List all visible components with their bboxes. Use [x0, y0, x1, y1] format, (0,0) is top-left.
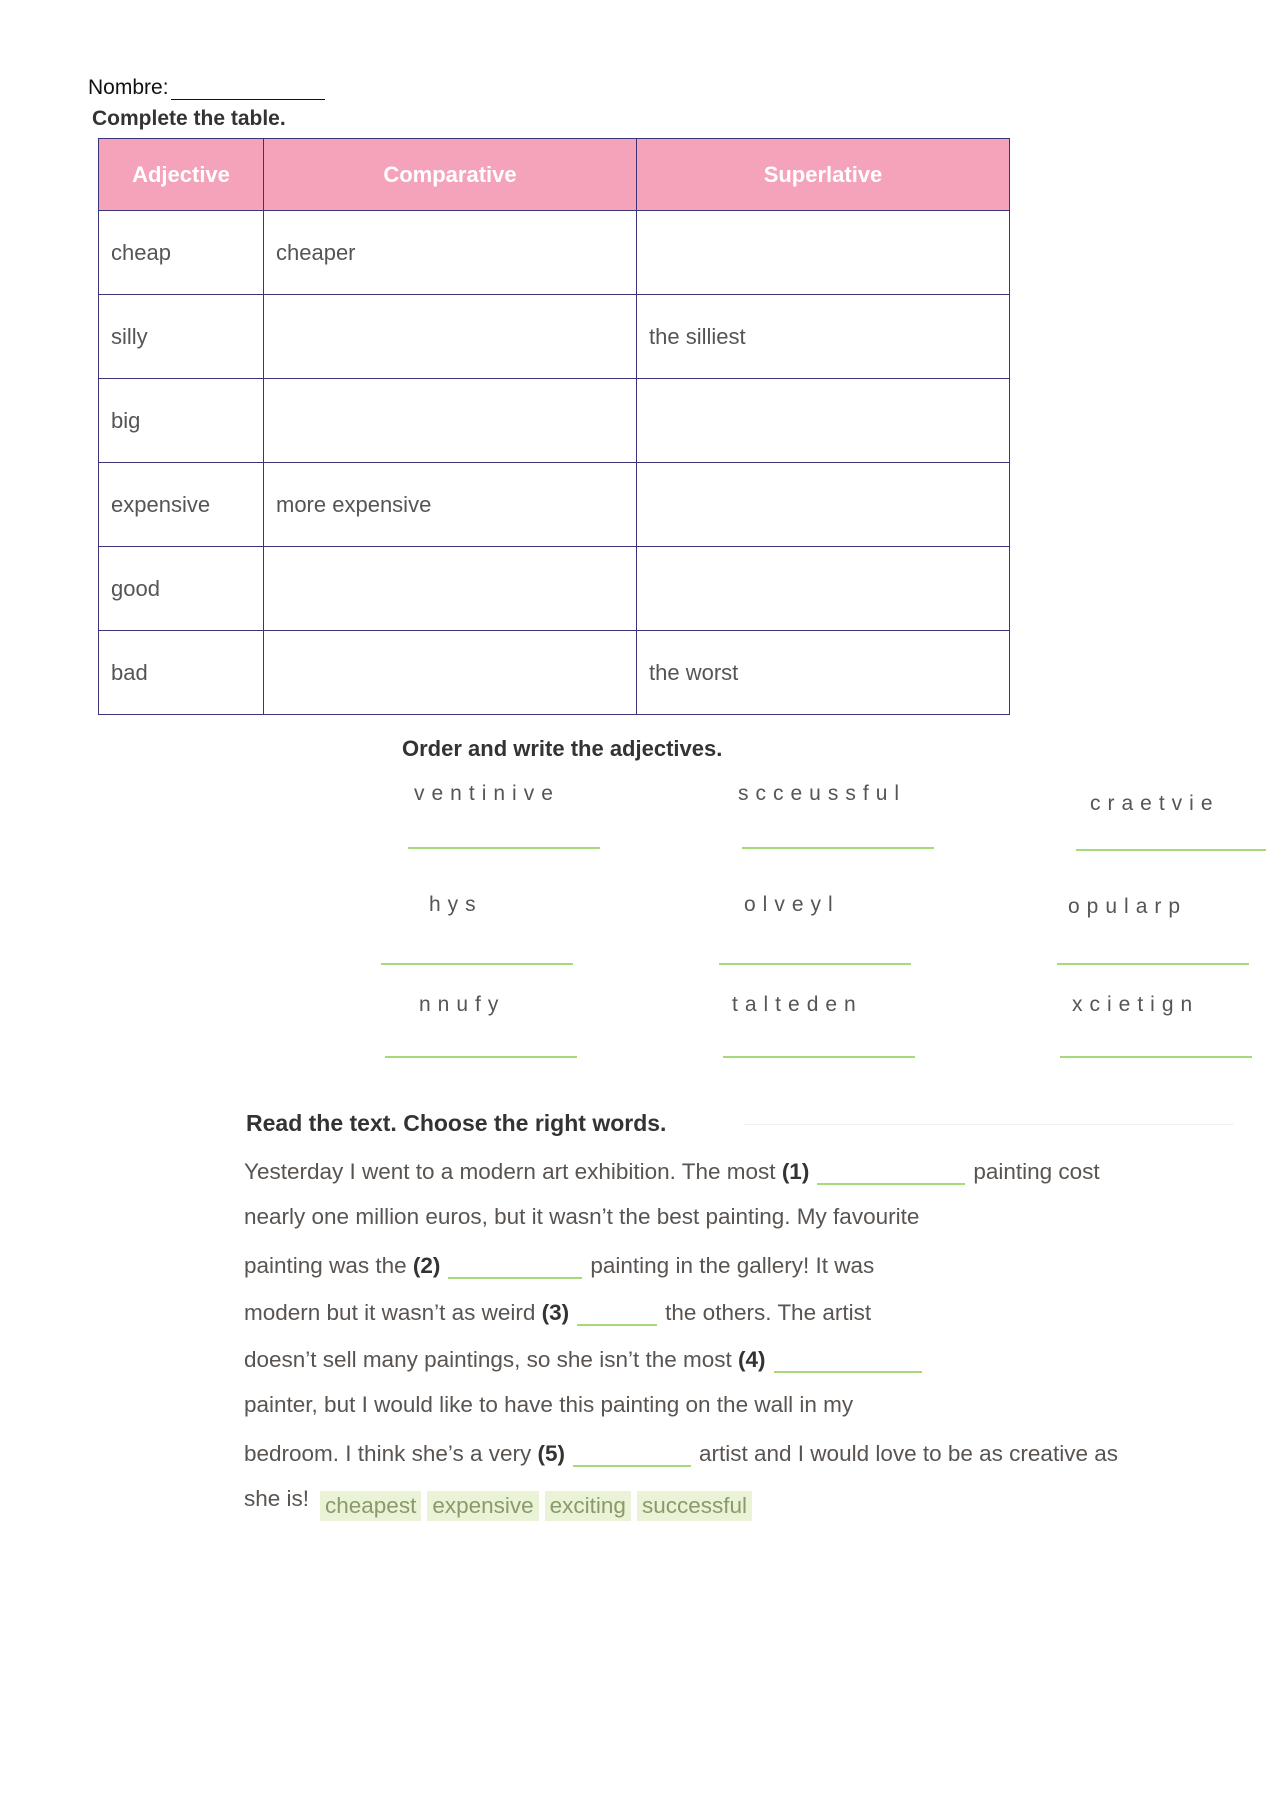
- table-row: [99, 463, 1010, 547]
- text-line: she is!: [244, 1486, 310, 1511]
- header-superlative: Superlative: [637, 139, 1010, 211]
- cell-comparative: cheaper: [264, 211, 637, 295]
- text-segment: painting cost: [973, 1159, 1100, 1184]
- text-segment: Yesterday I went to a modern art exhibition. The most: [244, 1159, 776, 1184]
- gap-number: (3): [541, 1300, 570, 1325]
- gap-blank[interactable]: [774, 1345, 922, 1373]
- cell-superlative: the worst: [637, 631, 1010, 715]
- answer-line[interactable]: [723, 1056, 915, 1058]
- scrambled-word: hys: [429, 893, 483, 916]
- answer-line[interactable]: [408, 847, 600, 849]
- scrambled-word: nnufy: [419, 993, 506, 1016]
- word-bank-item[interactable]: expensive: [427, 1491, 538, 1521]
- gap-blank[interactable]: [577, 1298, 657, 1326]
- cell-adjective: cheap: [99, 211, 264, 295]
- gap-blank[interactable]: [573, 1439, 691, 1467]
- answer-line[interactable]: [1057, 963, 1249, 965]
- cell-comparative: more expensive: [264, 463, 637, 547]
- table-row: [99, 211, 1010, 295]
- scrambled-word: opularp: [1068, 895, 1188, 918]
- answer-line[interactable]: [742, 847, 934, 849]
- cell-adjective: good: [99, 547, 264, 631]
- word-bank-item[interactable]: successful: [637, 1491, 752, 1521]
- table-row: [99, 295, 1010, 379]
- cell-comparative[interactable]: [264, 379, 637, 463]
- text-segment: painting was the: [244, 1253, 407, 1278]
- gap-blank[interactable]: [817, 1157, 965, 1185]
- answer-line[interactable]: [1060, 1056, 1252, 1058]
- section2-instruction: Order and write the adjectives.: [402, 736, 723, 761]
- name-label: Nombre:: [88, 76, 169, 99]
- cell-adjective: silly: [99, 295, 264, 379]
- divider: [744, 1124, 1234, 1125]
- scrambled-word: talteden: [732, 993, 863, 1016]
- text-segment: modern but it wasn’t as weird: [244, 1300, 536, 1325]
- gap-blank[interactable]: [448, 1251, 582, 1279]
- gap-number: (4): [738, 1347, 766, 1372]
- answer-line[interactable]: [1076, 849, 1266, 851]
- cell-adjective: expensive: [99, 463, 264, 547]
- header-adjective: Adjective: [99, 139, 264, 211]
- text-segment: bedroom. I think she’s a very: [244, 1441, 532, 1466]
- header-comparative: Comparative: [264, 139, 637, 211]
- name-blank[interactable]: [171, 81, 325, 100]
- text-line: [244, 1251, 874, 1279]
- cell-superlative[interactable]: [637, 211, 1010, 295]
- text-segment: the others. The artist: [665, 1300, 872, 1325]
- gap-number: (2): [412, 1253, 441, 1278]
- cell-comparative[interactable]: [264, 631, 637, 715]
- cell-adjective: big: [99, 379, 264, 463]
- cell-superlative[interactable]: [637, 547, 1010, 631]
- table-row: [99, 547, 1010, 631]
- cell-superlative[interactable]: [637, 379, 1010, 463]
- table-row: [99, 631, 1010, 715]
- word-bank-item[interactable]: exciting: [545, 1491, 631, 1521]
- text-line: [244, 1157, 1100, 1185]
- scrambled-word: craetvie: [1090, 792, 1220, 815]
- cell-comparative[interactable]: [264, 295, 637, 379]
- cell-superlative[interactable]: [637, 463, 1010, 547]
- text-line: painter, but I would like to have this painting on the wall in my: [244, 1392, 854, 1417]
- cell-superlative: the silliest: [637, 295, 1010, 379]
- word-bank-item[interactable]: cheapest: [320, 1491, 421, 1521]
- section3-instruction: Read the text. Choose the right words.: [246, 1110, 667, 1136]
- gap-number: (1): [781, 1159, 810, 1184]
- scrambled-word: ventinive: [414, 782, 560, 805]
- text-line: [244, 1439, 1118, 1467]
- cell-comparative[interactable]: [264, 547, 637, 631]
- gap-number: (5): [537, 1441, 565, 1466]
- answer-line[interactable]: [719, 963, 911, 965]
- scrambled-word: olveyl: [744, 893, 840, 916]
- text-line: nearly one million euros, but it wasn’t the best painting. My favourite: [244, 1204, 920, 1229]
- scrambled-word: xcietign: [1072, 993, 1200, 1016]
- name-field: [88, 76, 325, 100]
- cell-adjective: bad: [99, 631, 264, 715]
- adjectives-table: [98, 138, 1010, 715]
- table-row: [99, 379, 1010, 463]
- text-segment: doesn’t sell many paintings, so she isn’t the most: [244, 1347, 732, 1372]
- section1-instruction: Complete the table.: [92, 107, 286, 130]
- scrambled-word: scceussful: [738, 782, 907, 805]
- answer-line[interactable]: [385, 1056, 577, 1058]
- text-segment: painting in the gallery! It was: [590, 1253, 875, 1278]
- answer-line[interactable]: [381, 963, 573, 965]
- text-segment: artist and I would love to be as creative as: [699, 1441, 1118, 1466]
- text-line: [244, 1298, 871, 1326]
- text-line: [244, 1345, 930, 1373]
- table-header-row: [99, 139, 1010, 211]
- word-bank: [320, 1491, 758, 1521]
